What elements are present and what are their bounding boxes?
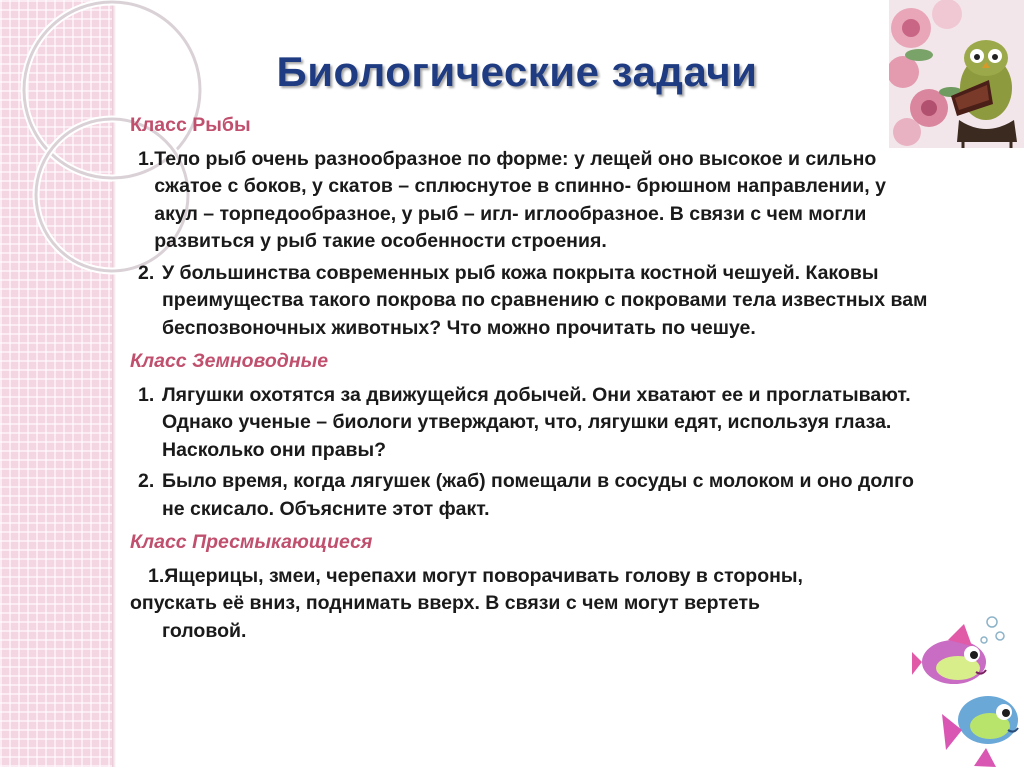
task-item	[130, 468, 930, 523]
task-item	[130, 563, 930, 646]
task-number: 2.	[138, 261, 155, 284]
task-item	[130, 260, 930, 343]
task-text: Было время, когда лягушек (жаб) помещали в сосуды с молоком и оно долго не скисало. Объясните этот факт.	[162, 470, 914, 520]
section-heading-reptiles: Класс Пресмыкающиеся	[130, 531, 373, 553]
page-title: Биологические задачи	[276, 48, 758, 95]
task-text-line: Ящерицы, змеи, черепахи могут поворачивать голову в стороны,	[164, 564, 803, 587]
task-text-line: опускать её вниз, поднимать вверх. В связи с чем могут вертеть	[130, 592, 761, 614]
task-item	[130, 382, 930, 465]
task-text: Лягушки охотятся за движущейся добычей. Они хватают ее и проглатывают. Однако ученые – биологи утверждают, что, лягушки едят, используя глаза. Насколько они правы?	[162, 383, 911, 461]
section-heading-amphibians: Класс Земноводные	[130, 350, 329, 372]
task-number: 1.	[138, 383, 155, 406]
task-item	[130, 146, 930, 256]
task-text-line: головой.	[162, 619, 247, 642]
section-heading-fish: Класс Рыбы	[130, 114, 251, 136]
task-number: 1.	[138, 147, 155, 170]
task-text: Тело рыб очень разнообразное по форме: у лещей оно высокое и сильно сжатое с боков, у скатов – сплюснутое в спинно- брюшном направлении, у акул – торпедообразное, у рыб – игл- иглообразное. В связи с чем могли развиться у рыб такие особенности строения.	[154, 147, 886, 252]
task-content	[130, 112, 930, 645]
task-text: У большинства современных рыб кожа покрыта костной чешуей. Каковы преимущества такого покрова по сравнению с покровами тела известных вам беспозвоночных животных? Что можно прочитать по чешуе.	[162, 261, 928, 339]
task-number: 2.	[138, 470, 155, 492]
task-number: 1.	[148, 564, 165, 587]
